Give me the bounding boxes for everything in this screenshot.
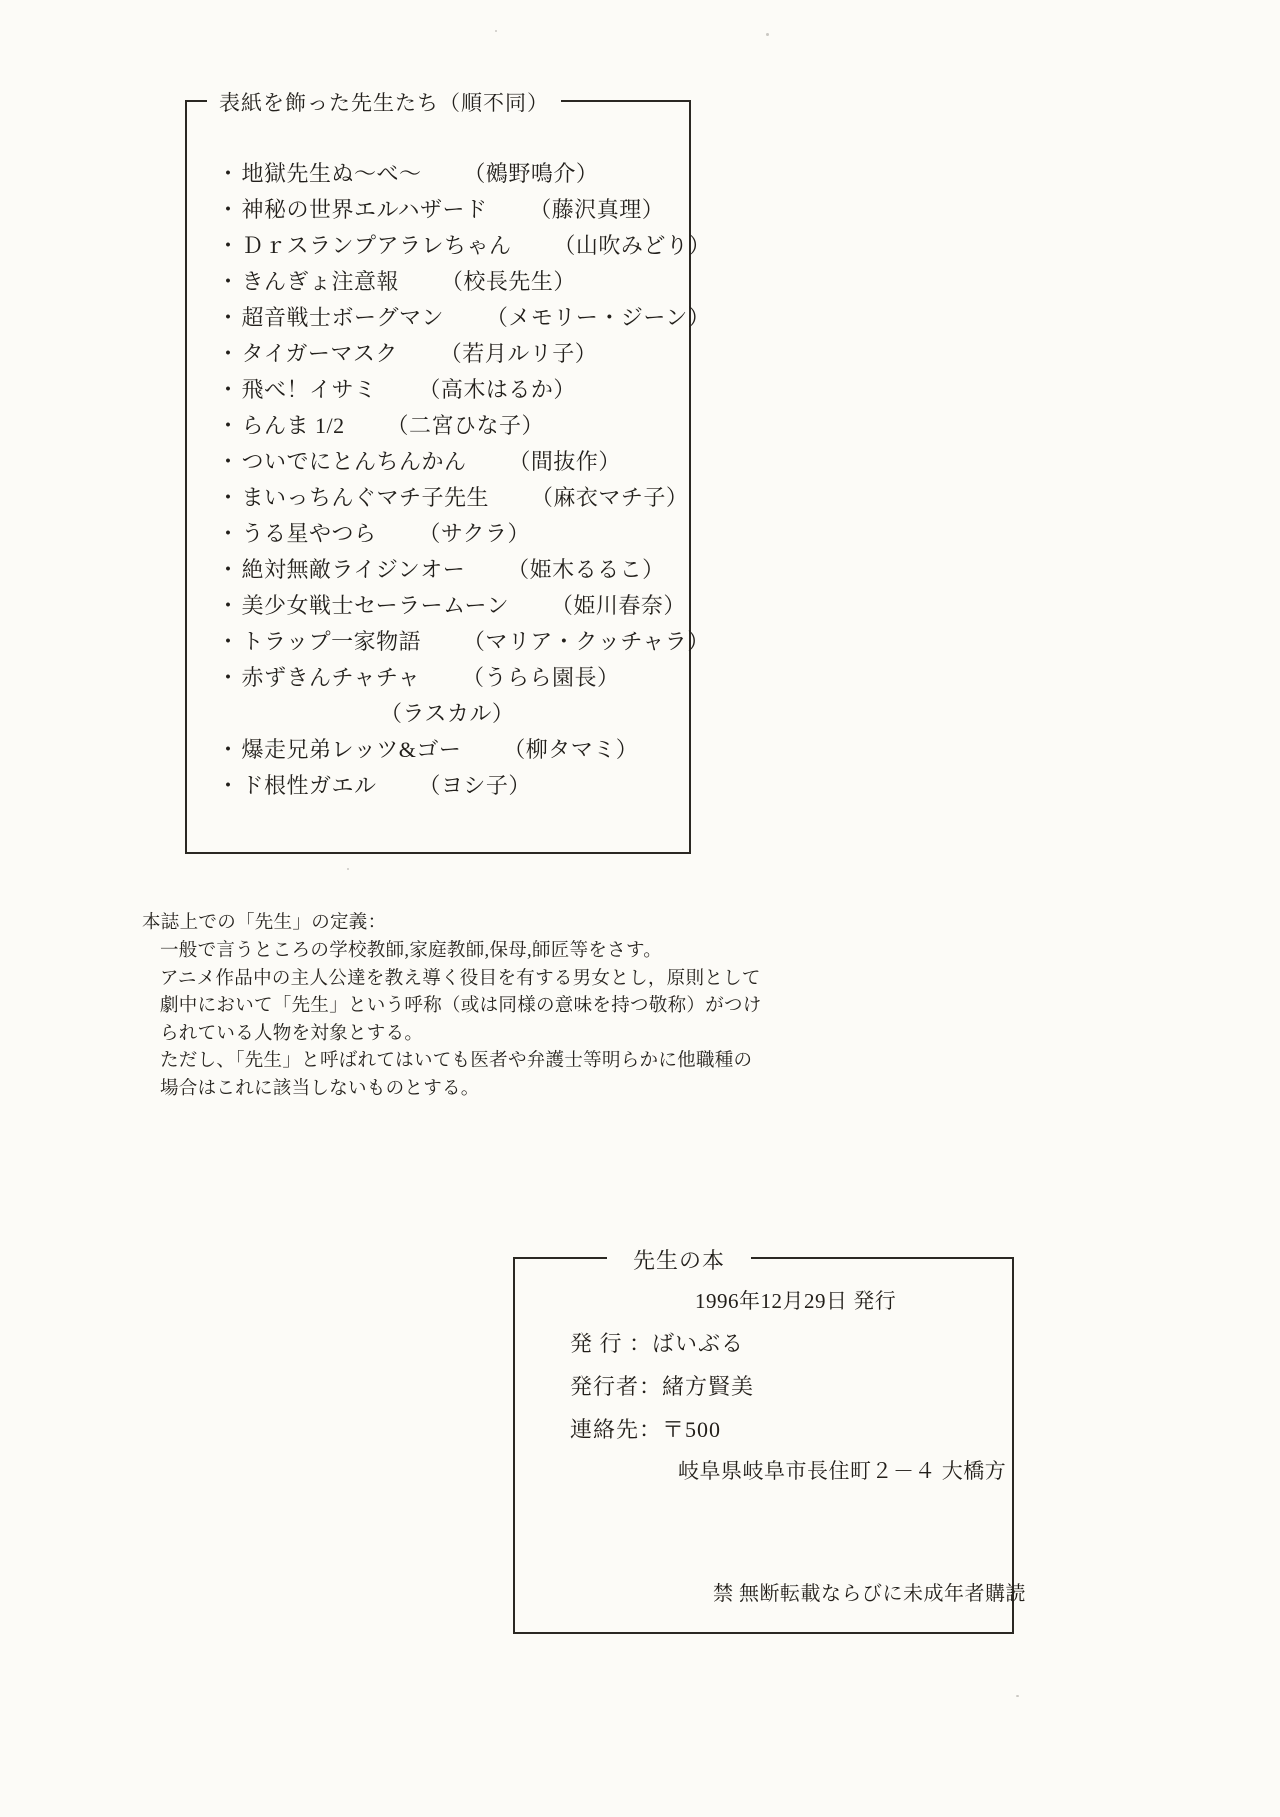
definition-line: ただし、「先生」と呼ばれてはいても医者や弁護士等明らかに他職種の [160, 1051, 753, 1071]
teacher-name: （姫木るるこ） [507, 557, 665, 582]
bullet-icon: ・ [217, 449, 240, 474]
scan-speck [766, 33, 769, 36]
bullet-icon: ・ [217, 593, 240, 618]
cover-list-item [217, 408, 689, 444]
cover-list-item [217, 588, 689, 624]
cover-list-item [217, 336, 689, 372]
cover-list-item [217, 156, 689, 192]
bullet-icon: ・ [217, 737, 240, 762]
bullet-icon: ・ [217, 413, 240, 438]
bullet-icon: ・ [217, 341, 240, 366]
bullet-icon: ・ [217, 485, 240, 510]
teacher-name: （柳タマミ） [503, 737, 639, 762]
cover-list-item [217, 300, 711, 336]
teacher-name: （間抜作） [508, 449, 621, 474]
cover-list-item [217, 228, 711, 264]
work-title: 超音戦士ボーグマン [241, 305, 445, 330]
teacher-name: （うらら園長） [462, 665, 620, 690]
work-title: きんぎょ注意報 [241, 269, 400, 294]
work-title: 地獄先生ぬ～べ～ [241, 161, 422, 186]
definition-line: 場合はこれに該当しないものとする。 [160, 1078, 480, 1099]
teacher-name: （ヨシ子） [418, 773, 531, 798]
work-title: Ｄｒスランプアラレちゃん [241, 233, 512, 258]
bullet-icon: ・ [217, 773, 240, 798]
definition-heading: 本誌上での「先生」の定義： [142, 913, 387, 933]
cover-box-title: 表紙を飾った先生たち（順不同） [207, 87, 561, 117]
publication-date: 1996年12月29日 発行 [695, 1289, 897, 1313]
reprint-notice: 禁 無断転載ならびに未成年者購読 [713, 1583, 1026, 1605]
scan-speck [347, 868, 349, 870]
teacher-name: （校長先生） [440, 269, 576, 294]
definition-line: 一般で言うところの学校教師,家庭教師,保母,師匠等をさす。 [160, 941, 663, 961]
work-title: ついでにとんちんかん [241, 449, 467, 474]
bullet-icon: ・ [217, 269, 240, 294]
contact-address: 岐阜県岐阜市長住町２－４ 大橋方 [678, 1459, 1007, 1483]
bullet-icon: ・ [217, 197, 240, 222]
work-title: トラップ一家物語 [241, 629, 422, 654]
scan-speck [495, 30, 497, 32]
work-title: 爆走兄弟レッツ&ゴー [241, 737, 462, 762]
teacher-name: （若月ルリ子） [439, 341, 598, 366]
cover-list-item [217, 732, 689, 768]
cover-list-item [217, 516, 689, 552]
work-title: らんま 1/2 [241, 413, 345, 438]
definition-block [142, 908, 762, 1103]
work-title: タイガーマスク [241, 341, 398, 366]
cover-list-item [217, 624, 710, 660]
issuer-row: 発行者：緒方賢美 [570, 1374, 755, 1399]
work-title: まいっちんぐマチ子先生 [241, 485, 490, 510]
definition-line: られている人物を対象とする。 [160, 1023, 424, 1044]
work-title: 飛べ！イサミ [241, 377, 377, 402]
cover-list-item [217, 552, 689, 588]
work-title: 赤ずきんチャチャ [241, 665, 421, 690]
cover-list-item [217, 660, 689, 696]
definition-line: アニメ作品中の主人公達を教え導く役目を有する男女とし，原則として [160, 968, 761, 989]
contact-row: 連絡先：〒500 [570, 1417, 722, 1442]
teacher-name: （山吹みどり） [553, 233, 711, 258]
teacher-name: （サクラ） [418, 521, 530, 546]
definition-lines [160, 938, 762, 1103]
teacher-name: （メモリー・ジーン） [485, 305, 711, 330]
teacher-name: （二宮ひな子） [386, 413, 544, 438]
colophon-box [513, 1248, 1026, 1634]
teacher-name: （ラスカル） [380, 701, 515, 726]
cover-list-item [217, 696, 689, 732]
work-title: うる星やつら [241, 521, 377, 546]
scan-speck [1016, 1695, 1019, 1697]
work-title: ド根性ガエル [241, 773, 377, 798]
cover-list-item [217, 264, 689, 300]
cover-list-item [217, 372, 689, 408]
bullet-icon: ・ [217, 377, 240, 402]
work-title: 美少女戦士セーラームーン [241, 593, 510, 618]
teacher-name: （マリア・クッチャラ） [462, 629, 710, 654]
bullet-icon: ・ [217, 629, 240, 654]
bullet-icon: ・ [217, 665, 240, 690]
teacher-name: （姫川春奈） [550, 593, 686, 618]
cover-list-item [217, 192, 689, 228]
cover-list-item [217, 768, 689, 804]
bullet-icon: ・ [217, 161, 240, 186]
work-title: 絶対無敵ライジンオー [241, 557, 466, 582]
cover-teachers-box [185, 91, 711, 854]
bullet-icon: ・ [217, 521, 240, 546]
colophon-title: 先生の本 [607, 1244, 751, 1275]
publisher-row: 発 行 ：ばいぶる [570, 1331, 745, 1356]
bullet-icon: ・ [217, 233, 240, 258]
bullet-icon: ・ [217, 557, 240, 582]
cover-teachers-list [187, 102, 711, 804]
bullet-icon: ・ [217, 305, 240, 330]
cover-list-item [217, 444, 689, 480]
teacher-name: （麻衣マチ子） [530, 485, 689, 510]
teacher-name: （鵺野鳴介） [463, 161, 599, 186]
teacher-name: （藤沢真理） [529, 197, 665, 222]
teacher-name: （高木はるか） [418, 377, 576, 402]
definition-line: 劇中において「先生」という呼称（或は同様の意味を持つ敬称）がつけ [160, 996, 762, 1016]
work-title: 神秘の世界エルハザード [241, 197, 488, 222]
cover-list-item [217, 480, 689, 516]
